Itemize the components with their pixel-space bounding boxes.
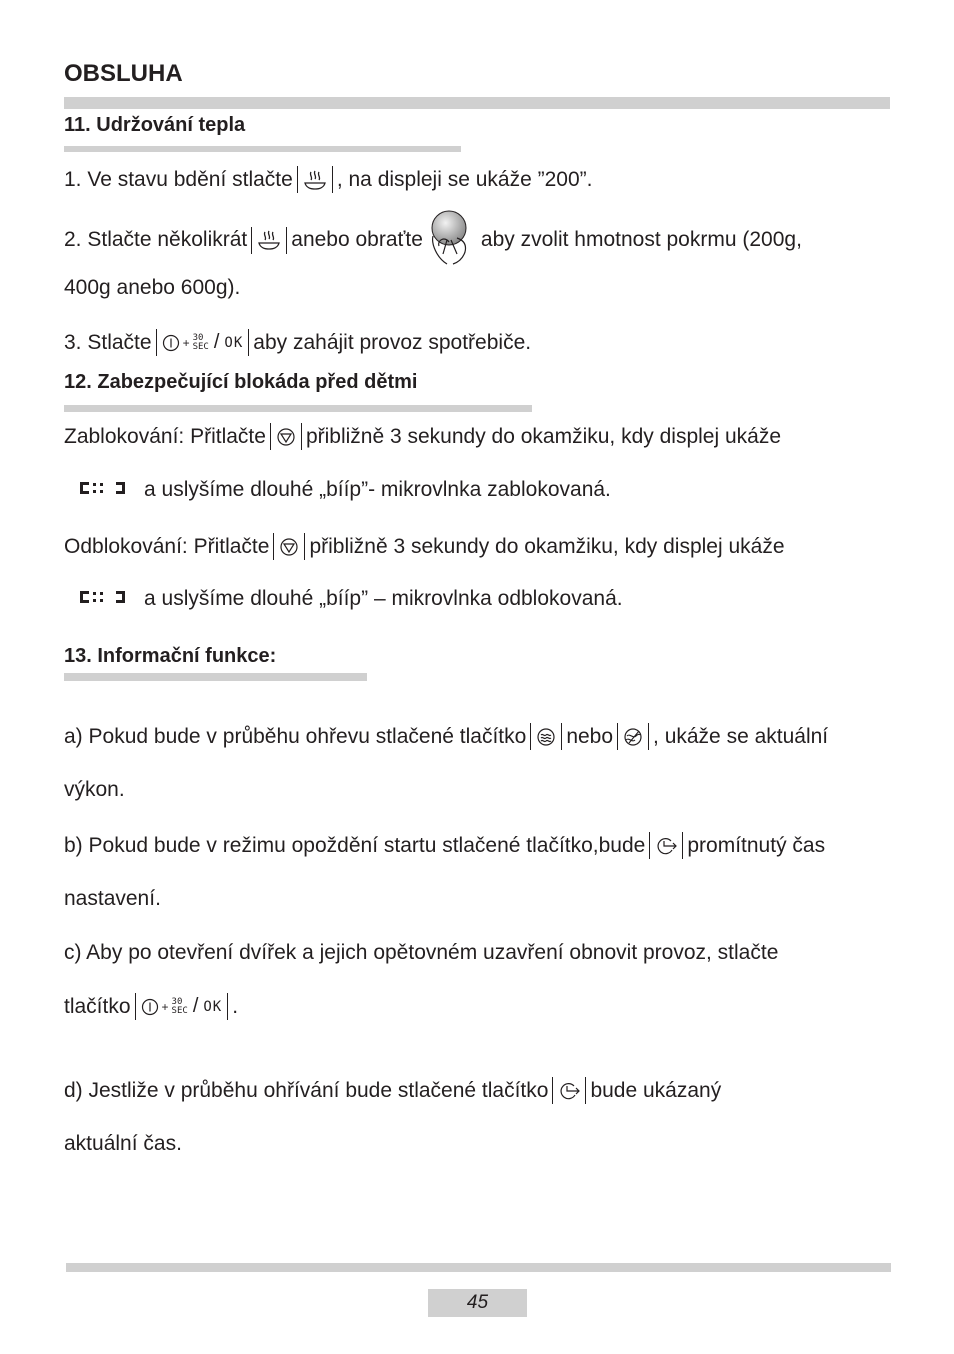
s13-item-c-cont: tlačítko + 30 SEC / OK .	[64, 993, 238, 1020]
section-11-underline	[64, 146, 461, 152]
child-lock-button-icon	[270, 423, 302, 450]
clock-button-icon	[552, 1077, 586, 1104]
title-underline-bar	[64, 97, 890, 109]
start-plus30-ok-button-icon: + 30 SEC / OK	[156, 329, 250, 356]
s13-item-c: c) Aby po otevření dvířek a jejich opětovném uzavření obnovit provoz, stlačte	[64, 941, 779, 964]
section-12-underline	[64, 405, 532, 412]
grill-button-icon	[617, 723, 649, 750]
power-icon	[141, 998, 159, 1016]
s13-item-a: a) Pokud bude v průběhu ohřevu stlačené tlačítko nebo , ukáže se aktuální	[64, 723, 828, 750]
page-number: 45	[428, 1289, 527, 1317]
s11-line-1: 1. Ve stavu bdění stlačte , na displeji se ukáže ”200”.	[64, 166, 592, 193]
section-13-underline	[64, 673, 367, 681]
section-11-heading: 11. Udržování tepla	[64, 114, 246, 136]
s12-lock-result: a uslyšíme dlouhé „bííp”- mikrovlnka zablokovaná.	[64, 478, 611, 502]
lock-display-segment-icon	[78, 478, 128, 502]
keep-warm-button-icon	[297, 166, 333, 193]
s12-lock-line: Zablokování: Přitlačte přibližně 3 sekundy do okamžiku, kdy displej ukáže	[64, 423, 781, 450]
s11-line-2: 2. Stlačte několikrát anebo obraťte aby zvolit hmotnost pokrmu (200g,	[64, 208, 802, 272]
clock-button-icon	[649, 832, 683, 859]
s13-item-a-cont: výkon.	[64, 778, 125, 801]
s12-unlock-result: a uslyšíme dlouhé „bííp” – mikrovlnka odblokovaná.	[64, 587, 623, 611]
start-plus30-ok-button-icon: + 30 SEC / OK	[135, 993, 229, 1020]
section-12-heading: 12. Zabezpečující blokáda před dětmi	[64, 371, 418, 393]
rotary-knob-hand-icon	[429, 208, 475, 272]
s13-item-d-cont: aktuální čas.	[64, 1132, 182, 1155]
s11-line-3: 400g anebo 600g).	[64, 276, 241, 299]
s13-item-d: d) Jestliže v průběhu ohřívání bude stlačené tlačítko bude ukázaný	[64, 1077, 721, 1104]
power-icon	[162, 334, 180, 352]
s12-unlock-line: Odblokování: Přitlačte přibližně 3 sekundy do okamžiku, kdy displej ukáže	[64, 533, 785, 560]
page-title: OBSLUHA	[64, 60, 183, 87]
microwave-power-button-icon	[530, 723, 562, 750]
s13-item-b: b) Pokud bude v režimu opoždění startu stlačené tlačítko,bude promítnutý čas	[64, 832, 825, 859]
s11-line-4: 3. Stlačte + 30 SEC / OK aby zahájit provoz spotřebiče.	[64, 329, 531, 356]
s13-item-b-cont: nastavení.	[64, 887, 161, 910]
child-lock-button-icon	[273, 533, 305, 560]
keep-warm-button-icon	[251, 227, 287, 254]
footer-bar	[66, 1263, 891, 1272]
lock-display-segment-icon	[78, 587, 128, 611]
section-13-heading: 13. Informační funkce:	[64, 645, 277, 667]
